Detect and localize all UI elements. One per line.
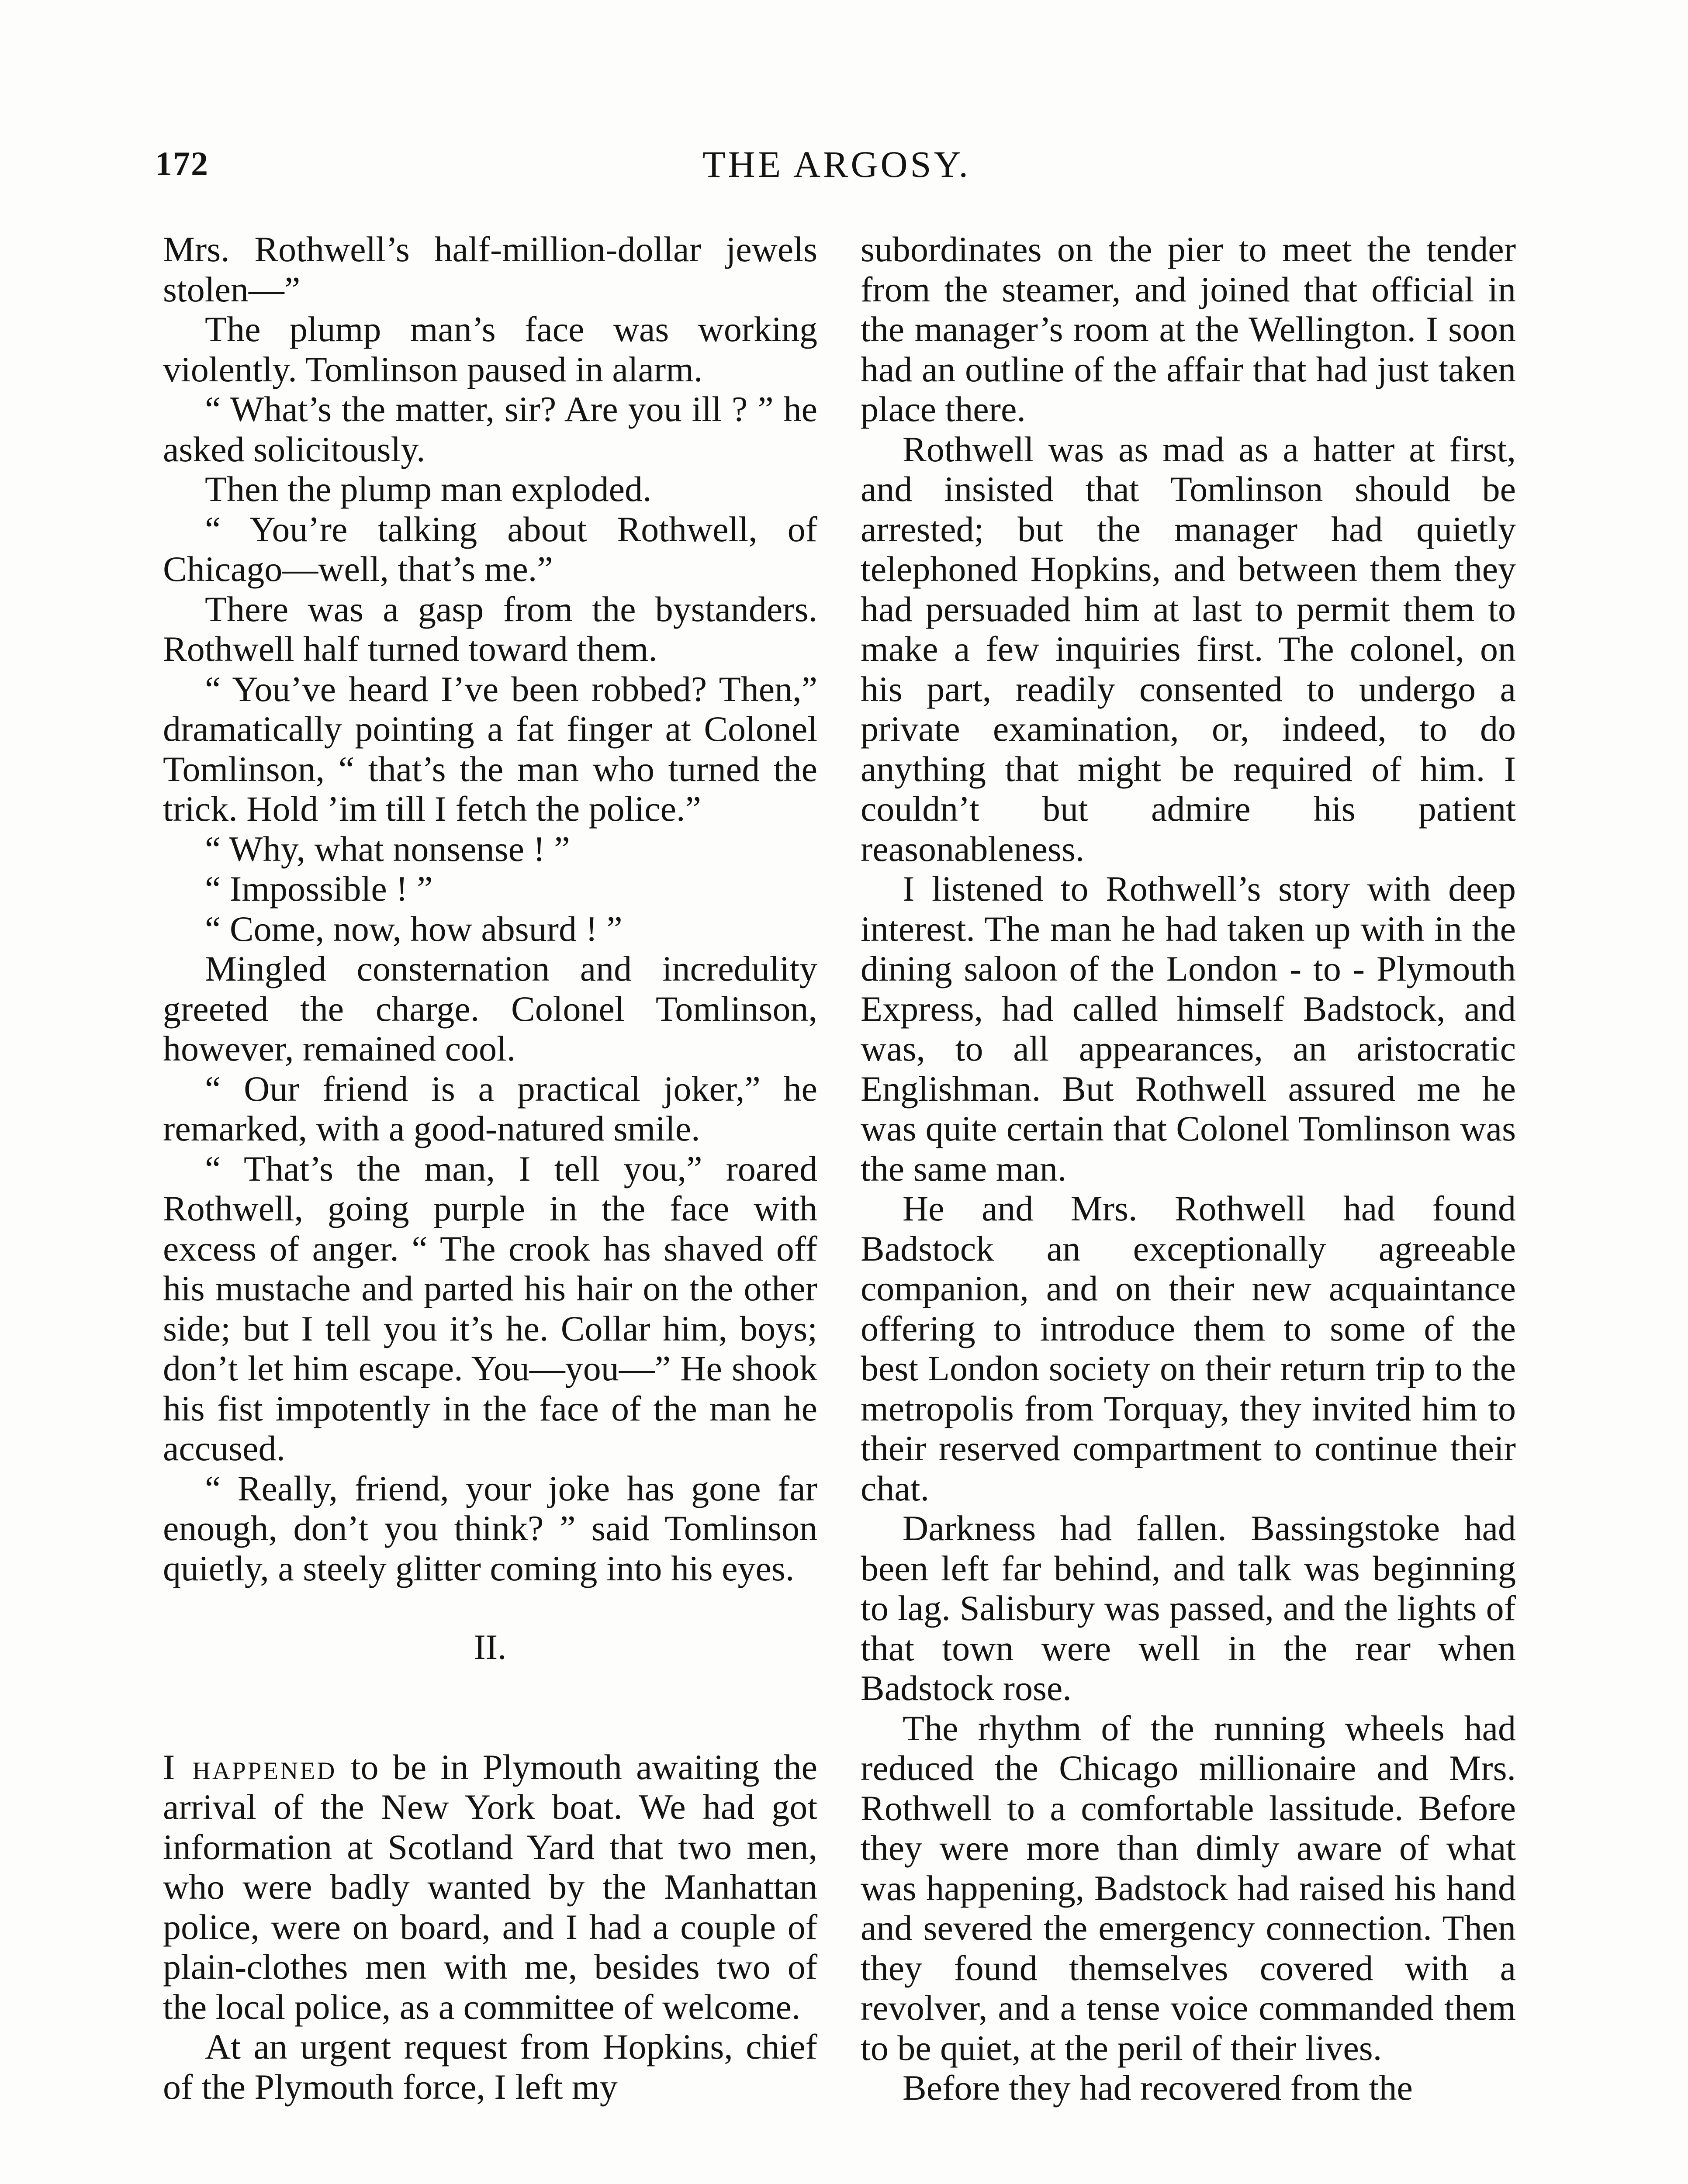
paragraph: The plump man’s face was working violently. Tomlinson paused in alarm. xyxy=(163,309,817,389)
page-header xyxy=(155,144,1518,192)
paragraph: “ Come, now, how absurd ! ” xyxy=(205,909,623,949)
paragraph: The rhythm of the running wheels had reduced the Chicago millionaire and Mrs. Rothwell to a comfortable lassitude. Before they were more than dimly aware of what was happening, Badstock had raised his hand and severed the emergency connection. Then they found themselves covered with a revolver, and a tense voice commanded them to be quiet, at the peril of their lives. xyxy=(861,1708,1516,2068)
paragraph: Before they had recovered from the xyxy=(903,2068,1413,2108)
paragraph: There was a gasp from the bystanders. Rothwell half turned toward them. xyxy=(163,589,817,669)
paragraph: “ You’ve heard I’ve been robbed? Then,” dramatically pointing a fat finger at Colonel Tomlinson, “ that’s the man who turned the trick. Hold ’im till I fetch the police.” xyxy=(163,669,817,829)
page-number: 172 xyxy=(155,145,209,183)
paragraph: “ What’s the matter, sir? Are you ill ? ” he asked solicitously. xyxy=(163,389,817,469)
paragraph: He and Mrs. Rothwell had found Badstock an exceptionally agreeable companion, and on their new acquaintance offering to introduce them to some of the best London society on their return trip to the metropolis from Torquay, they invited him to their reserved compartment to continue their chat. xyxy=(861,1189,1516,1508)
paragraph: Darkness had fallen. Bassingstoke had been left far behind, and talk was beginning to lag. Salisbury was passed, and the lights of that town were well in the rear when Badstock rose. xyxy=(861,1508,1516,1708)
paragraph: “ You’re talking about Rothwell, of Chicago—well, that’s me.” xyxy=(163,509,817,589)
paragraph: Rothwell was as mad as a hatter at first, and insisted that Tomlinson should be arrested; but the manager had quietly telephoned Hopkins, and between them they had persuaded him at last to permit them to make a few inquiries first. The colonel, on his part, readily consented to undergo a private examination, or, indeed, to do anything that might be required of him. I couldn’t but admire his patient reasonableness. xyxy=(861,429,1516,869)
paragraph: Then the plump man exploded. xyxy=(205,469,652,509)
paragraph: subordinates on the pier to meet the tender from the steamer, and joined that official in the manager’s room at the Wellington. I soon had an outline of the affair that had just taken place there. xyxy=(861,229,1516,429)
paragraph: “ Our friend is a practical joker,” he remarked, with a good-natured smile. xyxy=(163,1068,817,1148)
paragraph: “ Impossible ! ” xyxy=(205,869,433,909)
running-head: THE ARGOSY. xyxy=(702,143,971,185)
paragraph: I listened to Rothwell’s story with deep interest. The man he had taken up with in the dining saloon of the London - to - Plymouth Express, had called himself Badstock, and was, to all appearances, an aristocratic Englishman. But Rothwell assured me he was quite certain that Colonel Tomlinson was the same man. xyxy=(861,869,1516,1189)
right-column xyxy=(861,229,1516,2184)
paragraph: “ Really, friend, your joke has gone far enough, don’t you think? ” said Tomlinson quietly, a steely glitter coming into his eyes. xyxy=(163,1468,817,1588)
paragraph: Mingled consternation and incredulity greeted the charge. Colonel Tomlinson, however, remained cool. xyxy=(163,949,817,1068)
paragraph: “ Why, what nonsense ! ” xyxy=(205,829,570,869)
paragraph: At an urgent request from Hopkins, chief of the Plymouth force, I left my xyxy=(163,2027,817,2107)
paragraph: “ That’s the man, I tell you,” roared Rothwell, going purple in the face with excess of anger. “ The crook has shaved off his mustache and parted his hair on the other side; but I tell you it’s he. Collar him, boys; don’t let him escape. You—you—” He shook his fist impotently in the face of the man he accused. xyxy=(163,1148,817,1468)
section-numeral: II. xyxy=(474,1627,507,1667)
opening-text: to be in Plymouth awaiting the arrival of the New York boat. We had got information at Scotland Yard that two men, who were badly wanted by the Manhattan police, were on board, and I had a couple of plain-clothes men with me, besides two of the local police, as a committee of welcome. xyxy=(163,1747,818,2027)
opening-words: I happened xyxy=(163,1747,337,1787)
left-column xyxy=(163,229,817,2184)
paragraph: Mrs. Rothwell’s half-million-dollar jewels stolen—” xyxy=(163,229,817,309)
paragraph-section-opening xyxy=(163,1747,817,2027)
